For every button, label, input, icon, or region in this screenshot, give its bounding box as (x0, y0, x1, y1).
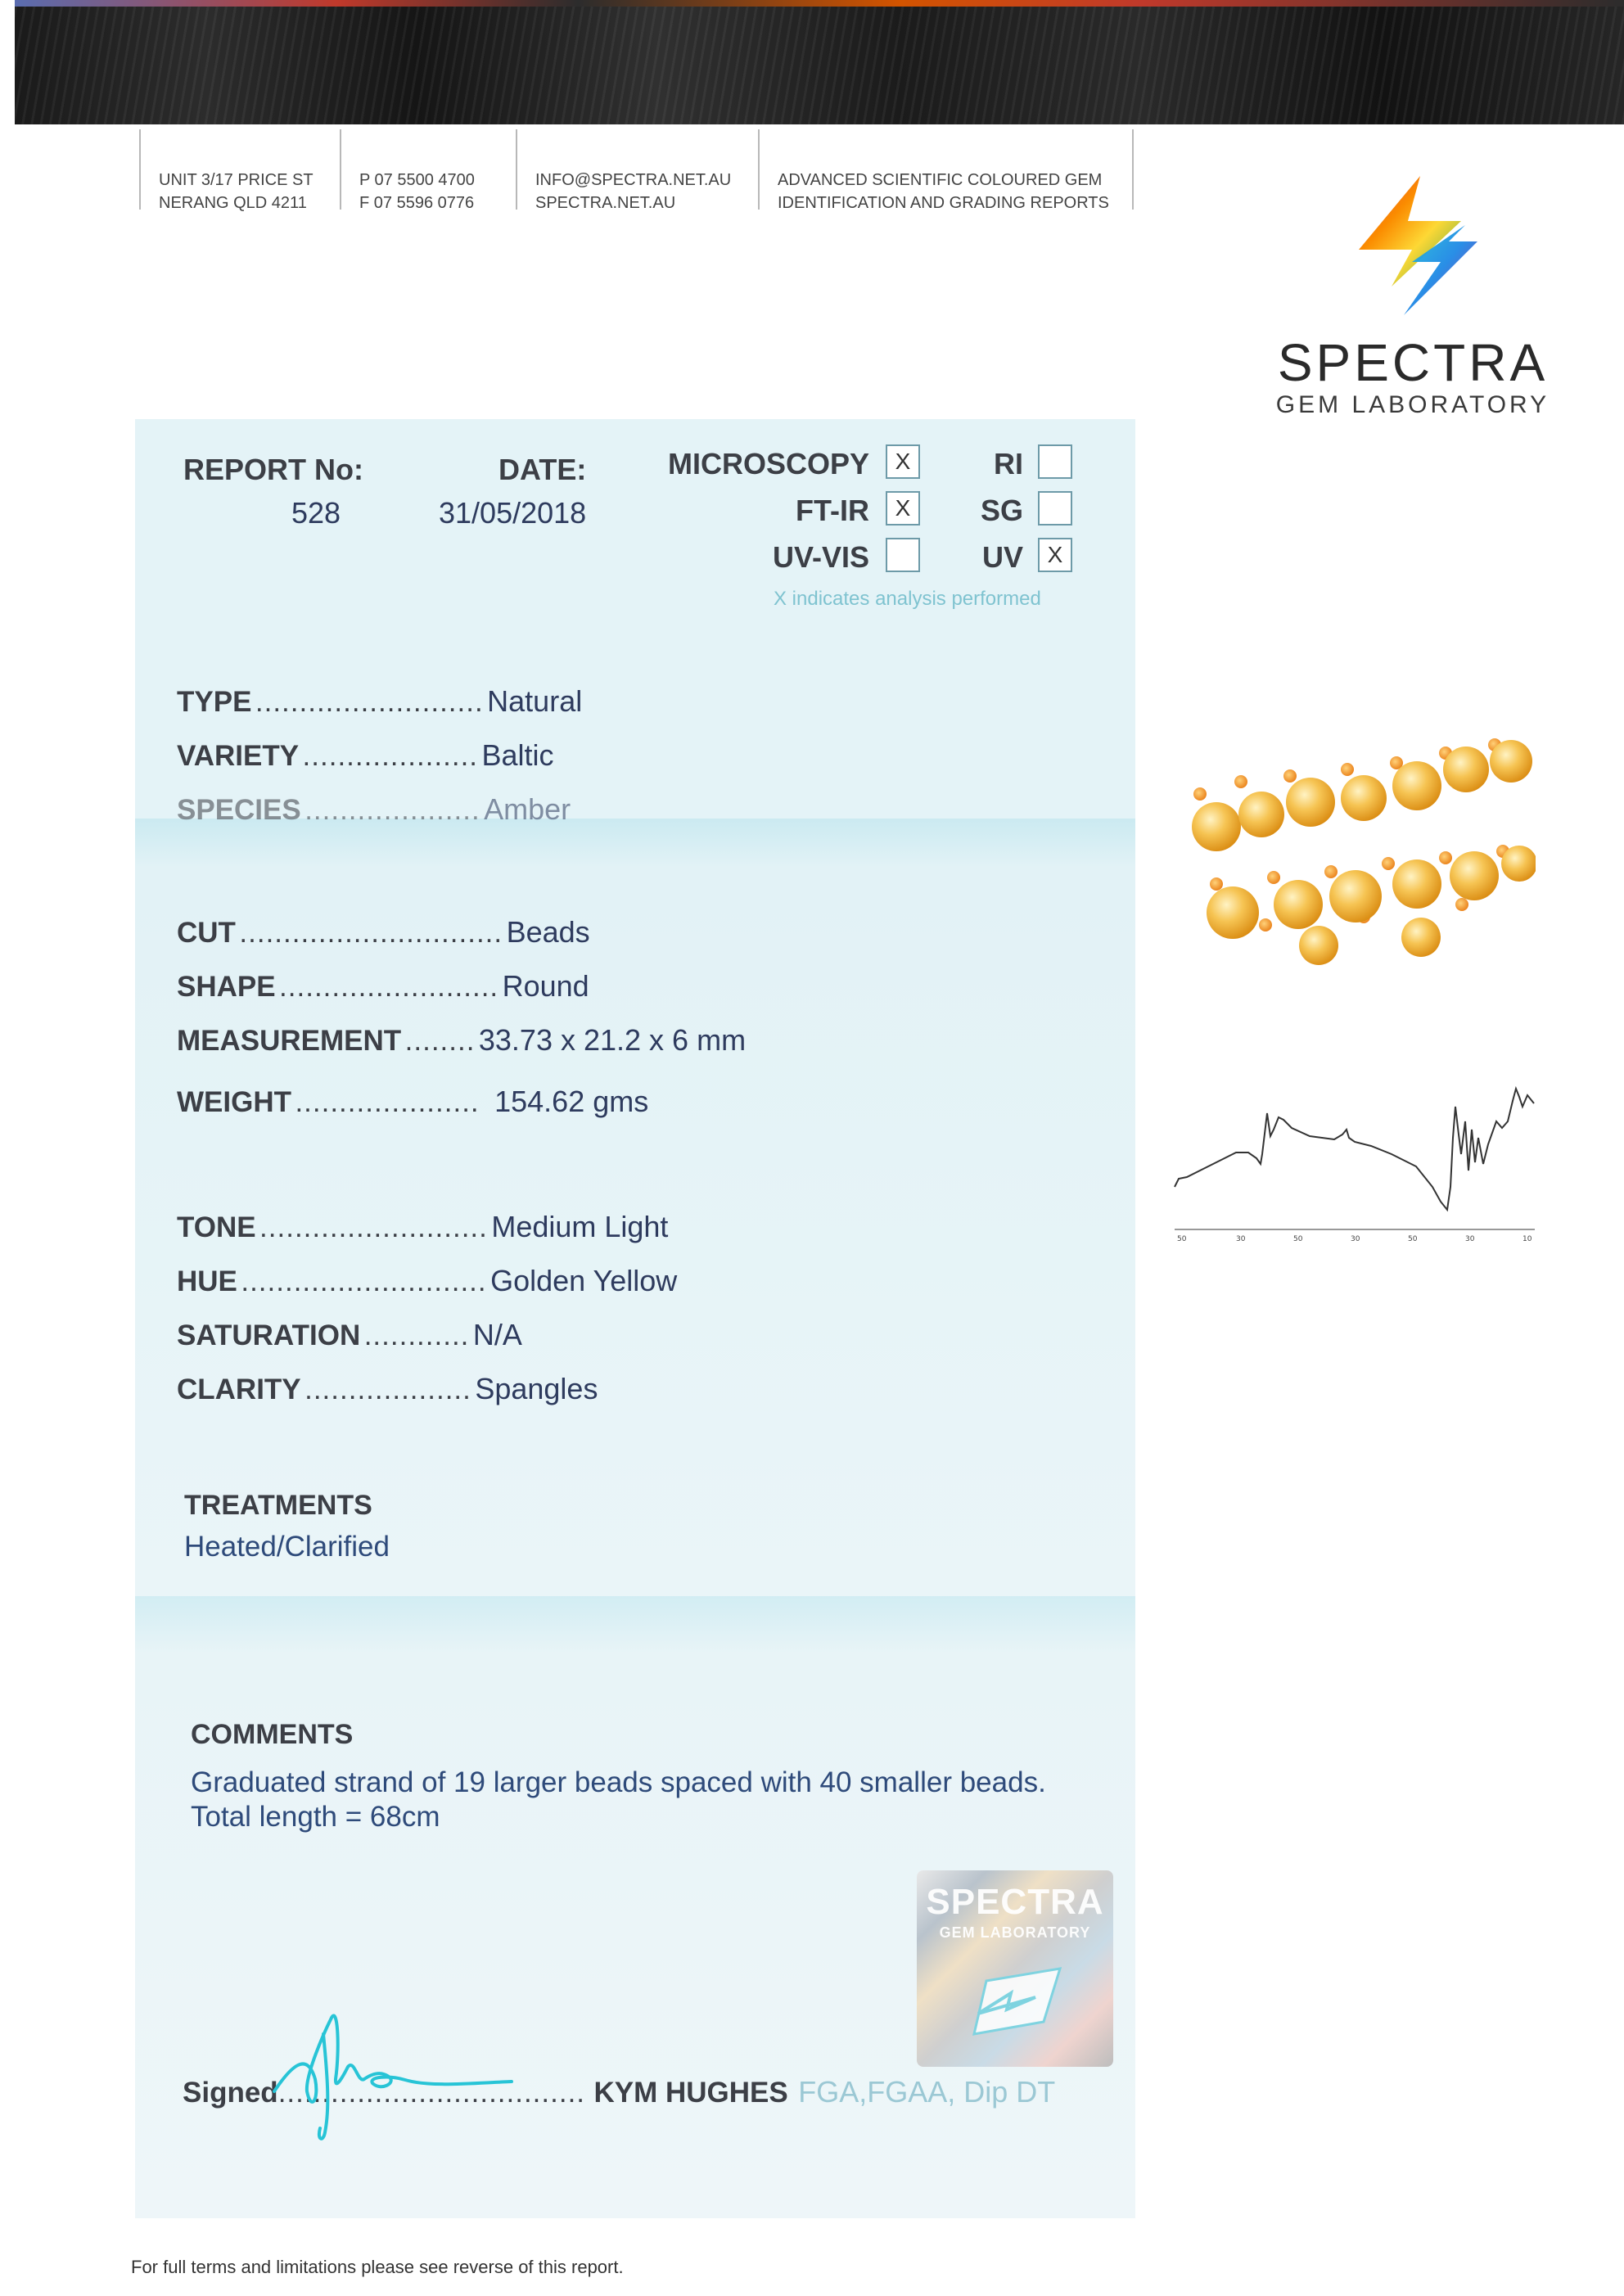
terms-footer: For full terms and limitations please see reverse of this report. (131, 2257, 624, 2277)
field-label: SHAPE (177, 971, 276, 1003)
field-leader: ............................ (241, 1265, 487, 1297)
signatory-credentials: FGA,FGAA, Dip DT (798, 2075, 1056, 2109)
field-leader: ........ (404, 1025, 476, 1057)
logo-name: SPECTRA (1277, 333, 1549, 392)
report-number-label: REPORT No: (183, 453, 363, 486)
field-value: Golden Yellow (490, 1264, 678, 1297)
svg-text:30: 30 (1465, 1235, 1475, 1243)
ftir-spectrum-plot (1171, 1064, 1539, 1252)
fax-line: F 07 5596 0776 (359, 194, 475, 212)
spectra-logo-icon (1342, 172, 1482, 319)
field-value: Amber (484, 792, 571, 826)
email-line: INFO@SPECTRA.NET.AU (535, 171, 732, 189)
field-value: Baltic (481, 738, 554, 772)
svg-text:50: 50 (1293, 1235, 1303, 1243)
field-label: CUT (177, 917, 236, 949)
field-label: SPECIES (177, 794, 301, 826)
comments-line-2: Total length = 68cm (191, 1801, 440, 1833)
report-number: 528 (291, 496, 341, 530)
field-value: Natural (487, 684, 583, 718)
field-leader: ..................... (295, 1086, 480, 1118)
field-label: WEIGHT (177, 1086, 291, 1118)
svg-text:30: 30 (1236, 1235, 1246, 1243)
field-value: Medium Light (491, 1210, 669, 1243)
field-leader: ................... (304, 1374, 471, 1405)
field-row-measurement (177, 1023, 746, 1058)
field-row-hue (177, 1264, 677, 1298)
amber-beads-photo (1184, 720, 1536, 966)
checkbox-uvvis (886, 538, 920, 572)
checkbox-sg (1038, 491, 1072, 526)
logo-subtitle: GEM LABORATORY (1275, 391, 1550, 418)
field-row-cut (177, 915, 590, 950)
field-row-clarity (177, 1372, 598, 1406)
analysis-label-microscopy: MICROSCOPY (667, 447, 869, 480)
signatory-name: KYM HUGHES (593, 2077, 788, 2109)
field-value: 33.73 x 21.2 x 6 mm (478, 1023, 747, 1057)
svg-text:50: 50 (1177, 1235, 1187, 1243)
svg-text:10: 10 (1522, 1235, 1532, 1243)
treatments-value: Heated/Clarified (184, 1531, 390, 1563)
field-label: VARIETY (177, 740, 300, 772)
signature-leader: ................................... (277, 2077, 586, 2109)
field-row-saturation (177, 1318, 522, 1352)
field-leader: .................... (304, 794, 480, 826)
field-leader: .......................... (255, 686, 484, 718)
checkbox-ri (1038, 444, 1072, 479)
field-leader: .............................. (239, 917, 503, 949)
hologram-logo-icon (962, 1964, 1072, 2046)
analysis-label-uvvis: UV-VIS (772, 540, 869, 574)
field-label: TONE (177, 1211, 256, 1243)
field-row-variety (177, 738, 554, 773)
tagline-line-1: ADVANCED SCIENTIFIC COLOURED GEM (778, 171, 1103, 189)
hologram-subtitle: GEM LABORATORY (939, 1924, 1091, 1941)
field-leader: .................... (302, 740, 479, 772)
phone-block (340, 129, 475, 210)
checkbox-microscopy: X (886, 444, 920, 479)
comments-title: COMMENTS (191, 1719, 354, 1750)
svg-text:30: 30 (1351, 1235, 1360, 1243)
comments-line-1: Graduated strand of 19 larger beads spaced with 40 smaller beads. (191, 1766, 1046, 1798)
phone-line: P 07 5500 4700 (359, 171, 475, 189)
field-row-type (177, 684, 582, 719)
tagline-block (758, 129, 1134, 210)
field-value: Beads (506, 915, 590, 949)
tagline-line-2: IDENTIFICATION AND GRADING REPORTS (778, 194, 1109, 212)
address-block (139, 129, 314, 210)
header-banner-photo (15, 0, 1624, 124)
checkbox-ftir: X (886, 491, 920, 526)
field-label: HUE (177, 1265, 237, 1297)
field-row-species (177, 792, 571, 827)
analysis-label-sg: SG (980, 494, 1023, 527)
signed-label: Signed (183, 2077, 278, 2109)
field-value: 154.62 gms (494, 1085, 649, 1118)
field-label: TYPE (177, 686, 252, 718)
website-line: SPECTRA.NET.AU (535, 194, 676, 212)
web-block (516, 129, 731, 210)
handwritten-signature (266, 2001, 528, 2149)
analysis-label-ri: RI (994, 447, 1023, 480)
hologram-title: SPECTRA (926, 1882, 1104, 1922)
address-line-1: UNIT 3/17 PRICE ST (159, 171, 314, 189)
hologram-seal (917, 1870, 1113, 2067)
address-line-2: NERANG QLD 4211 (159, 194, 307, 212)
field-label: MEASUREMENT (177, 1025, 402, 1057)
analysis-label-ftir: FT-IR (796, 494, 869, 527)
field-leader: ............ (363, 1319, 470, 1351)
report-date: 31/05/2018 (439, 496, 587, 530)
field-row-shape (177, 969, 589, 1004)
field-row-weight (177, 1085, 648, 1119)
date-label: DATE: (498, 453, 587, 486)
field-value: Round (502, 969, 589, 1003)
field-value: N/A (472, 1318, 522, 1351)
svg-text:50: 50 (1408, 1235, 1418, 1243)
treatments-title: TREATMENTS (184, 1490, 372, 1521)
field-label: SATURATION (177, 1319, 361, 1351)
checkbox-uv: X (1038, 538, 1072, 572)
field-leader: ......................... (279, 971, 499, 1003)
analysis-label-uv: UV (981, 540, 1023, 574)
field-value: Spangles (475, 1372, 598, 1405)
field-leader: .......................... (259, 1211, 488, 1243)
field-row-tone (177, 1210, 668, 1244)
analysis-note: X indicates analysis performed (774, 588, 1041, 610)
field-label: CLARITY (177, 1374, 301, 1405)
